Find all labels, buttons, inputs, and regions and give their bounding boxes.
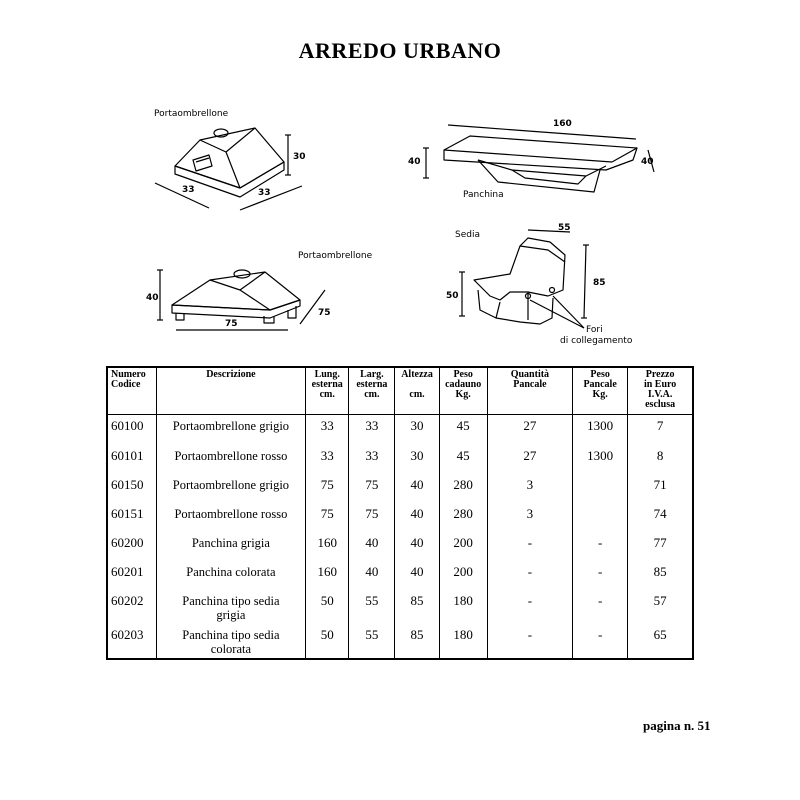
- sedia-drawing: [459, 230, 589, 328]
- header-prezzo: Prezzo in Euro I.V.A. esclusa: [628, 367, 693, 415]
- cell-descrizione: Portaombrellone grigio: [156, 415, 306, 446]
- portaombrellone-large-length: 75: [225, 319, 238, 329]
- cell-larghezza: 75: [349, 504, 395, 533]
- cell-codice: 60150: [111, 476, 144, 492]
- cell-peso: 180: [439, 591, 487, 625]
- cell-codice: 60100: [111, 418, 144, 433]
- panchina-label: Panchina: [463, 190, 504, 200]
- cell-prezzo: 65: [628, 625, 693, 659]
- table-header-row: [107, 367, 693, 415]
- sedia-note-line2: di collegamento: [560, 336, 633, 346]
- portaombrellone-small-side-a: 33: [182, 185, 195, 195]
- portaombrellone-large-width: 75: [318, 308, 331, 318]
- cell-larghezza: 33: [349, 415, 395, 446]
- cell-prezzo: 74: [628, 504, 693, 533]
- cell-lunghezza: 33: [306, 446, 349, 475]
- cell-peso-pancale: -: [573, 625, 628, 659]
- table-row: [107, 591, 693, 625]
- cell-larghezza: 33: [349, 446, 395, 475]
- portaombrellone-large-height: 40: [146, 293, 159, 303]
- table-row: [107, 504, 693, 533]
- page-title: ARREDO URBANO: [298, 38, 502, 63]
- product-drawings: [0, 0, 800, 360]
- cell-prezzo: 57: [628, 591, 693, 625]
- cell-descrizione: Panchina tipo sedia grigia: [156, 591, 306, 625]
- panchina-length: 160: [553, 119, 572, 129]
- cell-prezzo: 8: [628, 446, 693, 475]
- cell-peso-pancale: 1300: [573, 415, 628, 446]
- cell-quantita: 27: [487, 415, 572, 446]
- table-row: [107, 446, 693, 475]
- cell-altezza: 40: [395, 504, 439, 533]
- header-lunghezza: Lung. esterna cm.: [306, 367, 349, 415]
- cell-prezzo: 77: [628, 533, 693, 562]
- cell-peso-pancale: [573, 504, 628, 533]
- cell-larghezza: 40: [349, 562, 395, 591]
- cell-descrizione: Panchina colorata: [156, 562, 306, 591]
- cell-peso-pancale: -: [573, 562, 628, 591]
- cell-lunghezza: 75: [306, 475, 349, 504]
- portaombrellone-small-height: 30: [293, 152, 306, 162]
- sedia-seat-height: 50: [446, 291, 459, 301]
- cell-larghezza: 55: [349, 591, 395, 625]
- cell-peso: 45: [439, 446, 487, 475]
- cell-prezzo: 7: [628, 415, 693, 446]
- cell-peso-pancale: -: [573, 533, 628, 562]
- cell-quantita: -: [487, 562, 572, 591]
- cell-lunghezza: 50: [306, 625, 349, 659]
- portaombrellone-small-label: Portaombrellone: [154, 109, 229, 119]
- cell-larghezza: 40: [349, 533, 395, 562]
- cell-quantita: -: [487, 591, 572, 625]
- cell-descrizione: Portaombrellone rosso: [156, 504, 306, 533]
- header-peso-pancale: Peso Pancale Kg.: [573, 367, 628, 415]
- cell-peso: 180: [439, 625, 487, 659]
- cell-lunghezza: 160: [306, 533, 349, 562]
- cell-descrizione: Portaombrellone rosso: [156, 446, 306, 475]
- panchina-height: 40: [408, 157, 421, 167]
- cell-peso: 45: [439, 415, 487, 446]
- cell-peso: 280: [439, 475, 487, 504]
- cell-lunghezza: 75: [306, 504, 349, 533]
- table-row: [107, 533, 693, 562]
- table-row: [107, 415, 693, 446]
- cell-quantita: -: [487, 533, 572, 562]
- cell-quantita: 3: [487, 504, 572, 533]
- sedia-width: 55: [558, 223, 571, 233]
- cell-codice: 60200: [111, 534, 144, 550]
- portaombrellone-small-side-b: 33: [258, 188, 271, 198]
- cell-altezza: 40: [395, 562, 439, 591]
- header-descrizione: Descrizione: [156, 367, 306, 415]
- cell-prezzo: 85: [628, 562, 693, 591]
- cell-altezza: 85: [395, 591, 439, 625]
- cell-lunghezza: 50: [306, 591, 349, 625]
- cell-prezzo: 71: [628, 475, 693, 504]
- sedia-note-line1: Fori: [586, 325, 603, 335]
- cell-descrizione: Panchina grigia: [156, 533, 306, 562]
- cell-quantita: 3: [487, 475, 572, 504]
- header-altezza: Altezza cm.: [395, 367, 439, 415]
- portaombrellone-large-label: Portaombrellone: [298, 251, 373, 261]
- cell-peso-pancale: [573, 475, 628, 504]
- sedia-label: Sedia: [455, 230, 480, 240]
- cell-altezza: 30: [395, 415, 439, 446]
- cell-peso-pancale: -: [573, 591, 628, 625]
- header-peso: Peso cadauno Kg.: [439, 367, 487, 415]
- cell-descrizione: Panchina tipo sedia colorata: [156, 625, 306, 659]
- table-row: [107, 625, 693, 659]
- cell-altezza: 85: [395, 625, 439, 659]
- cell-altezza: 30: [395, 446, 439, 475]
- panchina-drawing: [423, 125, 654, 192]
- cell-peso-pancale: 1300: [573, 446, 628, 475]
- page-number: pagina n. 51: [643, 718, 711, 733]
- cell-peso: 280: [439, 504, 487, 533]
- header-larghezza: Larg. esterna cm.: [349, 367, 395, 415]
- header-quantita: Quantità Pancale: [487, 367, 572, 415]
- cell-altezza: 40: [395, 533, 439, 562]
- price-table: [106, 366, 694, 660]
- cell-codice: 60201: [111, 563, 144, 579]
- cell-quantita: 27: [487, 446, 572, 475]
- cell-peso: 200: [439, 562, 487, 591]
- table-row: [107, 562, 693, 591]
- cell-peso: 200: [439, 533, 487, 562]
- cell-lunghezza: 33: [306, 415, 349, 446]
- cell-larghezza: 55: [349, 625, 395, 659]
- cell-altezza: 40: [395, 475, 439, 504]
- panchina-width: 40: [641, 157, 654, 167]
- cell-larghezza: 75: [349, 475, 395, 504]
- portaombrellone-small-drawing: [155, 128, 302, 210]
- table-row: [107, 475, 693, 504]
- cell-codice: 60151: [111, 505, 144, 521]
- cell-codice: 60202: [111, 592, 144, 608]
- cell-codice: 60203: [111, 626, 144, 642]
- cell-codice: 60101: [111, 447, 144, 463]
- cell-lunghezza: 160: [306, 562, 349, 591]
- cell-quantita: -: [487, 625, 572, 659]
- table-body: [107, 415, 693, 659]
- cell-descrizione: Portaombrellone grigio: [156, 475, 306, 504]
- header-codice: Numero Codice: [107, 367, 156, 415]
- sedia-height: 85: [593, 278, 606, 288]
- portaombrellone-large-drawing: [157, 270, 325, 330]
